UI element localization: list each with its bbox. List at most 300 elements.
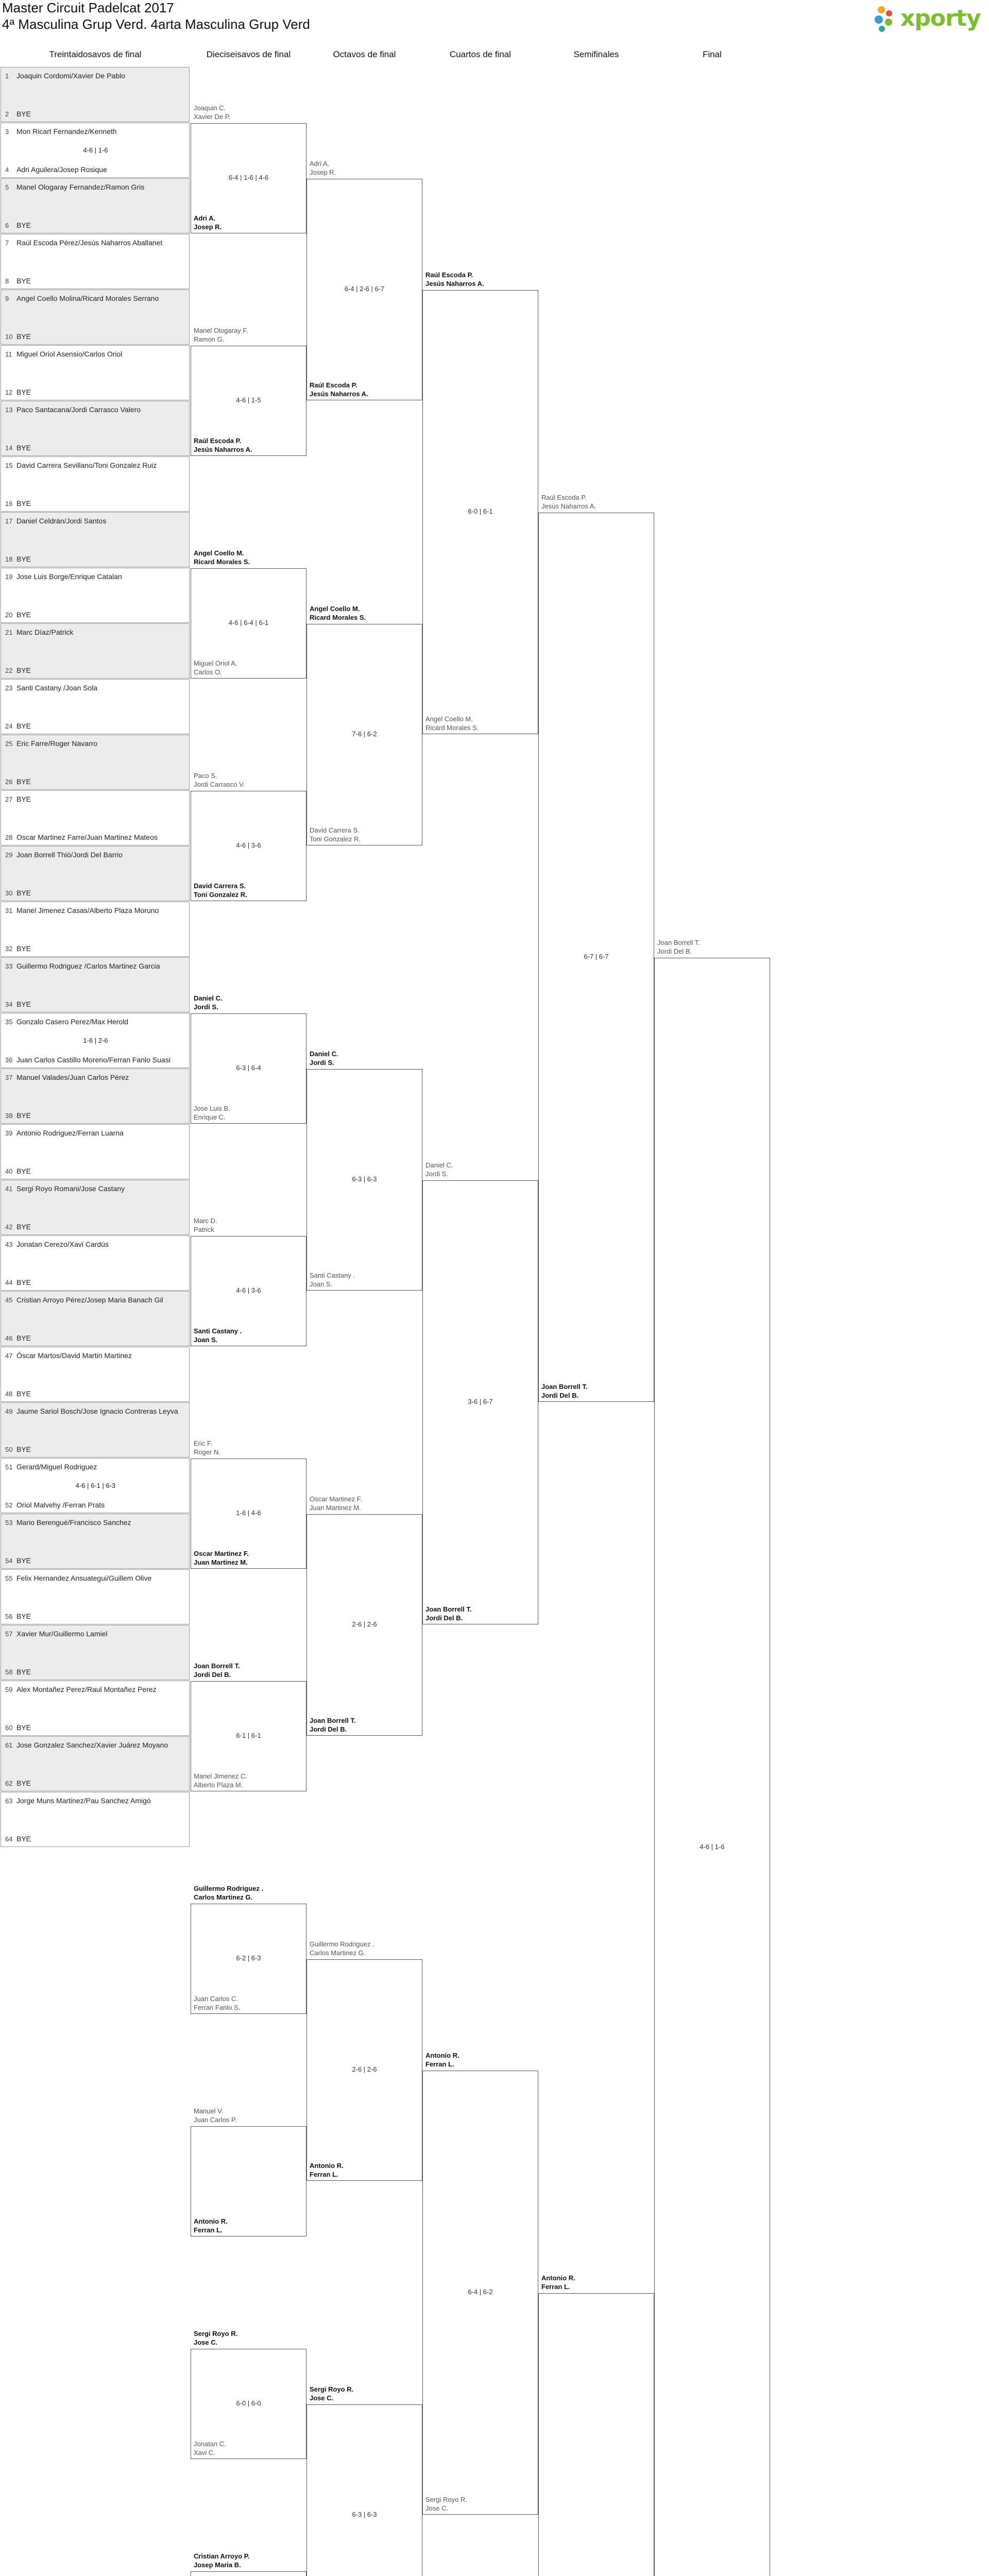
seed-number: 39 — [5, 1129, 13, 1137]
team-entry[interactable] — [194, 659, 237, 676]
seed-number: 26 — [5, 778, 13, 786]
team-entry[interactable] — [194, 994, 223, 1011]
team-entry[interactable] — [194, 1884, 263, 1902]
match-score: 6-3 | 6-4 — [236, 1064, 261, 1072]
table-row[interactable] — [1, 568, 190, 623]
team-entry[interactable] — [194, 1549, 249, 1567]
team-entry[interactable] — [310, 1049, 338, 1067]
team-name: BYE — [16, 1835, 31, 1843]
player-name: Oscar Martinez F. — [310, 1495, 362, 1503]
team-name: Xavier Mur/Guillermo Lamiel — [16, 1630, 108, 1638]
team-entry[interactable] — [194, 2107, 237, 2124]
team-name: BYE — [16, 277, 31, 285]
team-entry[interactable] — [310, 826, 361, 843]
seed-number: 63 — [5, 1797, 13, 1805]
player-name: Josep R. — [194, 223, 222, 231]
table-row[interactable] — [1, 123, 190, 178]
team-entry[interactable] — [194, 1104, 230, 1122]
team-entry[interactable] — [5, 1407, 178, 1415]
player-name: Joan Borrell T. — [425, 1605, 472, 1613]
team-entry[interactable] — [541, 2274, 575, 2291]
player-name: Angel Coello M. — [425, 715, 473, 723]
team-entry[interactable] — [425, 270, 484, 288]
table-row[interactable] — [1, 1124, 190, 1179]
player-name: Angel Coello M. — [194, 549, 244, 557]
seed-number: 48 — [5, 1390, 13, 1398]
player-name: Jose C. — [425, 2504, 449, 2512]
player-name: Raúl Escoda P. — [541, 494, 587, 501]
table-row[interactable] — [1, 401, 190, 456]
seed-number: 16 — [5, 500, 13, 507]
player-name: Daniel C. — [310, 1050, 338, 1058]
team-name: BYE — [16, 1000, 31, 1008]
team-name: BYE — [16, 1668, 31, 1676]
player-name: Antonio R. — [425, 2052, 459, 2059]
team-entry[interactable] — [5, 1445, 31, 1453]
team-entry[interactable] — [425, 2051, 459, 2069]
seed-number: 31 — [5, 907, 13, 914]
player-name: Angel Coello M. — [310, 605, 360, 613]
team-entry[interactable] — [5, 666, 31, 674]
player-name: Ferran L. — [541, 2283, 570, 2291]
team-entry[interactable] — [5, 611, 31, 619]
team-entry[interactable] — [5, 1556, 31, 1565]
seed-number: 61 — [5, 1741, 13, 1749]
team-name: BYE — [16, 777, 31, 786]
column-header-final: Final — [703, 49, 722, 59]
team-name: Adri Aguilera/Josep Rosique — [16, 165, 107, 174]
team-name: Mon Ricart Fernandez/Kenneth — [16, 127, 117, 135]
team-entry[interactable] — [194, 771, 245, 789]
team-entry[interactable] — [5, 962, 160, 970]
table-row[interactable] — [1, 846, 190, 901]
player-name: Adri A. — [310, 160, 330, 167]
team-name: Miguel Oriol Asensio/Carlos Oriol — [16, 350, 123, 358]
team-name: Cristian Arroyo Pérez/Josep Maria Banach Gil — [16, 1296, 163, 1304]
team-entry[interactable] — [5, 1741, 168, 1749]
seed-number: 38 — [5, 1112, 13, 1120]
player-name: Jesús Naharros A. — [425, 280, 484, 287]
team-name: Óscar Martos/David Martin Martinez — [16, 1351, 132, 1360]
player-name: David Carrera S. — [194, 882, 246, 890]
team-entry[interactable] — [194, 2329, 237, 2347]
player-name: Juan Martinez M. — [194, 1558, 248, 1566]
team-entry[interactable] — [5, 277, 31, 285]
team-entry[interactable] — [5, 1463, 97, 1471]
table-row[interactable] — [1, 1514, 190, 1569]
column-header-quarterfinals: Cuartos de final — [449, 49, 511, 59]
team-name: BYE — [16, 332, 31, 341]
team-name: Mario Berengué/Francisco Sanchez — [16, 1518, 131, 1527]
team-name: BYE — [16, 388, 31, 396]
match-score: 2-6 | 2-6 — [352, 1620, 377, 1628]
seed-number: 19 — [5, 573, 13, 581]
team-entry[interactable] — [5, 833, 158, 841]
team-entry[interactable] — [310, 1495, 362, 1512]
table-row[interactable] — [1, 1235, 190, 1291]
player-name: Ferran Fanlo S. — [194, 2004, 241, 2011]
team-entry[interactable] — [194, 1994, 240, 2012]
player-name: Ricard Morales S. — [194, 558, 250, 566]
team-entry[interactable] — [5, 110, 31, 118]
player-name: Toni Gonzalez R. — [194, 891, 247, 899]
column-header-semifinals: Semifinales — [573, 49, 619, 59]
team-entry[interactable] — [425, 1161, 453, 1178]
team-entry[interactable] — [5, 1630, 108, 1638]
match-score: 6-0 | 6-0 — [236, 2399, 261, 2407]
team-name: Marc Díaz/Patrick — [16, 628, 74, 636]
team-entry[interactable] — [425, 715, 479, 732]
table-row[interactable] — [1, 345, 190, 400]
team-entry[interactable] — [5, 555, 31, 563]
seed-number: 5 — [5, 183, 9, 191]
team-entry[interactable] — [194, 326, 248, 344]
team-entry[interactable] — [5, 1574, 151, 1582]
table-row[interactable] — [1, 1347, 190, 1402]
match-score: 6-4 | 1-6 | 4-6 — [228, 174, 269, 181]
team-entry[interactable] — [5, 906, 159, 914]
team-name: Jorge Muns Martinez/Pau Sanchez Amigó — [16, 1797, 151, 1805]
team-name: Alex Montañez Perez/Raul Montañez Perez — [16, 1685, 157, 1693]
seed-number: 27 — [5, 795, 13, 803]
team-entry[interactable] — [5, 127, 117, 135]
team-name: Jonatan Cerezo/Xavi Cardús — [16, 1240, 109, 1248]
seed-number: 58 — [5, 1668, 13, 1676]
player-name: Roger N. — [194, 1448, 221, 1456]
seed-number: 2 — [5, 110, 9, 118]
team-name: BYE — [16, 555, 31, 563]
team-entry[interactable] — [194, 549, 250, 566]
match-score: 6-0 | 6-1 — [468, 507, 493, 515]
team-name: BYE — [16, 1445, 31, 1453]
table-row[interactable] — [1, 735, 190, 790]
seed-number: 49 — [5, 1408, 13, 1415]
match-score: 4-6 | 3-6 — [236, 841, 261, 849]
team-entry[interactable] — [194, 2439, 226, 2457]
logo-dot-icon — [878, 6, 885, 13]
player-name: Jonatan C. — [194, 2440, 226, 2448]
team-entry[interactable] — [5, 1000, 31, 1008]
team-entry[interactable] — [5, 1018, 128, 1026]
team-name: Eric Farre/Roger Navarro — [16, 739, 98, 748]
player-name: Sergi Royo R. — [194, 2330, 238, 2337]
player-name: Josep R. — [310, 168, 336, 176]
team-entry[interactable] — [310, 381, 368, 398]
team-entry[interactable] — [194, 1216, 217, 1234]
team-name: BYE — [16, 1111, 31, 1120]
table-row[interactable] — [1, 290, 190, 345]
match-score: 1-6 | 2-6 — [83, 1037, 108, 1044]
match-score: 2-6 | 2-6 — [352, 2065, 377, 2073]
team-entry[interactable] — [5, 461, 157, 469]
seed-number: 51 — [5, 1463, 13, 1471]
team-entry[interactable] — [5, 1723, 31, 1732]
table-row[interactable] — [1, 1402, 190, 1458]
team-entry[interactable] — [310, 1271, 355, 1289]
table-row[interactable] — [1, 902, 190, 957]
team-name: BYE — [16, 444, 31, 452]
seed-number: 9 — [5, 295, 9, 302]
player-name: Jordi Del B. — [657, 947, 692, 955]
player-name: Joan S. — [310, 1280, 333, 1288]
team-entry[interactable] — [5, 1668, 31, 1676]
team-entry[interactable] — [5, 1129, 124, 1137]
player-name: Miguel Oriol A. — [194, 659, 237, 667]
seed-number: 7 — [5, 239, 9, 247]
team-name: Oriol Malvehy /Ferran Prats — [16, 1501, 105, 1509]
team-entry[interactable] — [5, 572, 122, 581]
team-entry[interactable] — [5, 1612, 31, 1620]
team-entry[interactable] — [425, 2495, 467, 2513]
team-entry[interactable] — [5, 1351, 132, 1360]
team-entry[interactable] — [5, 183, 144, 191]
team-entry[interactable] — [5, 889, 31, 897]
team-entry[interactable] — [5, 944, 31, 953]
team-entry[interactable] — [194, 1662, 240, 1679]
team-entry[interactable] — [5, 777, 31, 786]
team-entry[interactable] — [310, 1940, 374, 1957]
team-name: BYE — [16, 611, 31, 619]
player-name: Joan Borrell T. — [657, 939, 700, 946]
match-score: 6-3 | 6-3 — [352, 2511, 377, 2518]
team-entry[interactable] — [5, 722, 31, 730]
seed-number: 56 — [5, 1613, 13, 1620]
seed-number: 28 — [5, 834, 13, 841]
team-entry[interactable] — [5, 1111, 31, 1120]
seed-number: 8 — [5, 277, 9, 285]
team-entry[interactable] — [5, 1334, 31, 1342]
table-row[interactable] — [1, 1625, 190, 1680]
table-row[interactable] — [1, 1291, 190, 1346]
team-entry[interactable] — [541, 493, 596, 511]
team-entry[interactable] — [5, 239, 162, 247]
team-name: BYE — [16, 1556, 31, 1565]
seed-number: 57 — [5, 1630, 13, 1638]
player-name: Adri A. — [194, 214, 216, 222]
match-score: 7-6 | 6-2 — [352, 730, 377, 738]
team-entry[interactable] — [5, 1073, 129, 1081]
seed-number: 40 — [5, 1167, 13, 1175]
team-name: BYE — [16, 722, 31, 730]
team-entry[interactable] — [194, 104, 230, 121]
player-name: Juan Martinez M. — [310, 1504, 361, 1512]
logo-dot-icon — [875, 15, 883, 24]
team-name: Gerard/Miguel Rodriguez — [16, 1463, 97, 1471]
team-name: Juan Carlos Castillo Moreno/Ferran Fanlo Suasi — [16, 1056, 170, 1064]
team-entry[interactable] — [194, 1772, 247, 1789]
player-name: Joan Borrell T. — [541, 1383, 588, 1391]
team-entry[interactable] — [5, 1685, 157, 1693]
match-score: 6-7 | 6-7 — [584, 953, 609, 960]
player-name: Jordi S. — [194, 1003, 218, 1011]
table-row[interactable] — [1, 790, 190, 845]
team-name: Paco Santacana/Jordi Carrasco Valero — [16, 405, 141, 414]
team-entry[interactable] — [5, 1835, 31, 1843]
team-name: BYE — [16, 221, 31, 229]
team-name: Manuel Valades/Juan Carlos Pérez — [16, 1073, 129, 1081]
team-entry[interactable] — [310, 2385, 353, 2402]
player-name: Daniel C. — [194, 994, 223, 1002]
team-entry[interactable] — [194, 2552, 249, 2569]
team-name: BYE — [16, 944, 31, 953]
table-row[interactable] — [1, 234, 190, 289]
team-entry[interactable] — [5, 221, 31, 229]
player-name: Paco S. — [194, 772, 217, 779]
seed-number: 46 — [5, 1334, 13, 1342]
table-row[interactable] — [1, 456, 190, 512]
team-entry[interactable] — [5, 72, 125, 80]
seed-number: 12 — [5, 388, 13, 396]
team-entry[interactable] — [5, 739, 97, 748]
player-name: Manel Ologaray F. — [194, 327, 248, 334]
team-name: BYE — [16, 889, 31, 897]
team-entry[interactable] — [5, 517, 106, 525]
team-entry[interactable] — [425, 1605, 472, 1622]
team-entry[interactable] — [5, 795, 31, 803]
player-name: Ferran L. — [310, 2171, 338, 2178]
table-row[interactable] — [1, 1013, 190, 1068]
table-row[interactable] — [1, 957, 190, 1012]
table-row[interactable] — [1, 1069, 190, 1124]
team-entry[interactable] — [194, 1439, 220, 1456]
table-row[interactable] — [1, 1569, 190, 1624]
team-entry[interactable] — [5, 1797, 151, 1805]
team-name: Jaume Sariol Bosch/Jose Ignacio Contreras Leyva — [16, 1407, 178, 1415]
player-name: Jordi S. — [425, 1170, 449, 1178]
table-row[interactable] — [1, 1736, 190, 1791]
player-name: Toni Gonzalez R. — [310, 835, 361, 843]
team-name: Guillermo Rodriguez /Carlos Martinez Garcia — [16, 962, 160, 970]
team-entry[interactable] — [5, 1501, 105, 1509]
player-name: Carlos Martinez G. — [194, 1893, 253, 1901]
team-entry[interactable] — [310, 2161, 344, 2179]
player-name: Joan S. — [194, 1336, 218, 1344]
seed-number: 42 — [5, 1223, 13, 1231]
table-row[interactable] — [1, 1681, 190, 1736]
team-name: Sergi Royo Romani/Jose Castany — [16, 1184, 125, 1193]
table-row[interactable] — [1, 178, 190, 233]
player-name: Marc D. — [194, 1217, 217, 1225]
match-score: 6-3 | 6-3 — [352, 1175, 377, 1183]
match-bracket — [654, 958, 770, 2576]
column-header-round-16: Dieciseisavos de final — [206, 49, 291, 59]
seed-number: 62 — [5, 1780, 13, 1787]
team-entry[interactable] — [657, 938, 700, 956]
team-name: Jose Luis Borge/Enrique Catalan — [16, 572, 122, 581]
match-bracket — [306, 2404, 422, 2576]
team-entry[interactable] — [5, 350, 122, 358]
team-entry[interactable] — [5, 1240, 109, 1248]
team-entry[interactable] — [5, 1779, 31, 1787]
team-name: Antonio Rodriguez/Ferran Luarna — [16, 1129, 124, 1137]
team-name: BYE — [16, 110, 31, 118]
team-entry[interactable] — [5, 628, 73, 636]
seed-number: 13 — [5, 406, 13, 414]
team-entry[interactable] — [5, 1056, 170, 1064]
team-entry[interactable] — [310, 1716, 356, 1734]
player-name: Raúl Escoda P. — [425, 271, 473, 279]
table-row[interactable] — [1, 1180, 190, 1235]
team-entry[interactable] — [5, 1184, 125, 1193]
team-entry[interactable] — [5, 1167, 31, 1175]
team-name: BYE — [16, 1779, 31, 1787]
table-row[interactable] — [1, 1458, 190, 1513]
team-entry[interactable] — [541, 1382, 588, 1400]
seed-number: 3 — [5, 128, 9, 135]
team-entry[interactable] — [5, 1278, 31, 1286]
logo-dot-icon — [879, 26, 885, 32]
team-entry[interactable] — [194, 2217, 228, 2234]
team-entry[interactable] — [5, 388, 31, 396]
player-name: Sergi Royo R. — [425, 2496, 467, 2503]
player-name: Jordi Del B. — [194, 1671, 231, 1679]
match-score: 6-2 | 6-3 — [236, 1954, 261, 1962]
team-entry[interactable] — [194, 436, 252, 454]
column-header-round-8: Octavos de final — [333, 49, 396, 59]
team-entry[interactable] — [310, 604, 366, 622]
team-entry[interactable] — [5, 1389, 31, 1398]
player-name: Ricard Morales S. — [425, 724, 479, 732]
seed-number: 44 — [5, 1279, 13, 1286]
team-name: BYE — [16, 1334, 31, 1342]
player-name: Jordi S. — [310, 1059, 334, 1066]
team-name: Daniel Celdrán/Jordi Santos — [16, 517, 107, 525]
team-entry[interactable] — [5, 499, 31, 507]
seed-number: 47 — [5, 1352, 13, 1360]
player-name: Sergi Royo R. — [310, 2385, 354, 2393]
xporty-logo[interactable] — [871, 3, 984, 34]
team-name: Manel Jimenez Casas/Alberto Plaza Moruno — [16, 906, 159, 914]
team-name: BYE — [16, 499, 31, 507]
seed-number: 41 — [5, 1185, 13, 1193]
team-name: BYE — [16, 795, 31, 803]
team-entry[interactable] — [194, 1327, 242, 1344]
team-entry[interactable] — [5, 444, 31, 452]
team-entry[interactable] — [5, 294, 159, 302]
player-name: Josep Maria B. — [194, 2561, 241, 2569]
table-row[interactable] — [1, 623, 190, 679]
team-entry[interactable] — [310, 159, 336, 177]
team-entry[interactable] — [5, 1518, 131, 1527]
team-entry[interactable] — [194, 882, 247, 899]
table-row[interactable] — [1, 1792, 190, 1847]
player-name: Joan Borrell T. — [194, 1662, 240, 1670]
seed-number: 11 — [5, 350, 12, 358]
team-entry[interactable] — [194, 214, 221, 231]
team-entry[interactable] — [5, 684, 97, 692]
team-entry[interactable] — [5, 851, 123, 859]
team-entry[interactable] — [5, 1223, 31, 1231]
table-row[interactable] — [1, 679, 190, 734]
seed-number: 64 — [5, 1835, 13, 1843]
team-name: BYE — [16, 1223, 31, 1231]
team-name: Joan Borrell Thió/Jordi Del Barrio — [16, 851, 123, 859]
player-name: Antonio R. — [194, 2217, 228, 2225]
team-entry[interactable] — [5, 165, 107, 174]
team-entry[interactable] — [5, 1296, 163, 1304]
seed-number: 18 — [5, 555, 13, 563]
player-name: Eric F. — [194, 1439, 213, 1447]
seed-number: 24 — [5, 722, 13, 730]
team-entry[interactable] — [5, 405, 141, 414]
seed-number: 20 — [5, 611, 13, 619]
seed-number: 1 — [5, 72, 9, 80]
table-row[interactable] — [1, 67, 190, 122]
team-entry[interactable] — [5, 332, 31, 341]
player-name: Ricard Morales S. — [310, 614, 366, 621]
team-name: BYE — [16, 1612, 31, 1620]
table-row[interactable] — [1, 512, 190, 567]
